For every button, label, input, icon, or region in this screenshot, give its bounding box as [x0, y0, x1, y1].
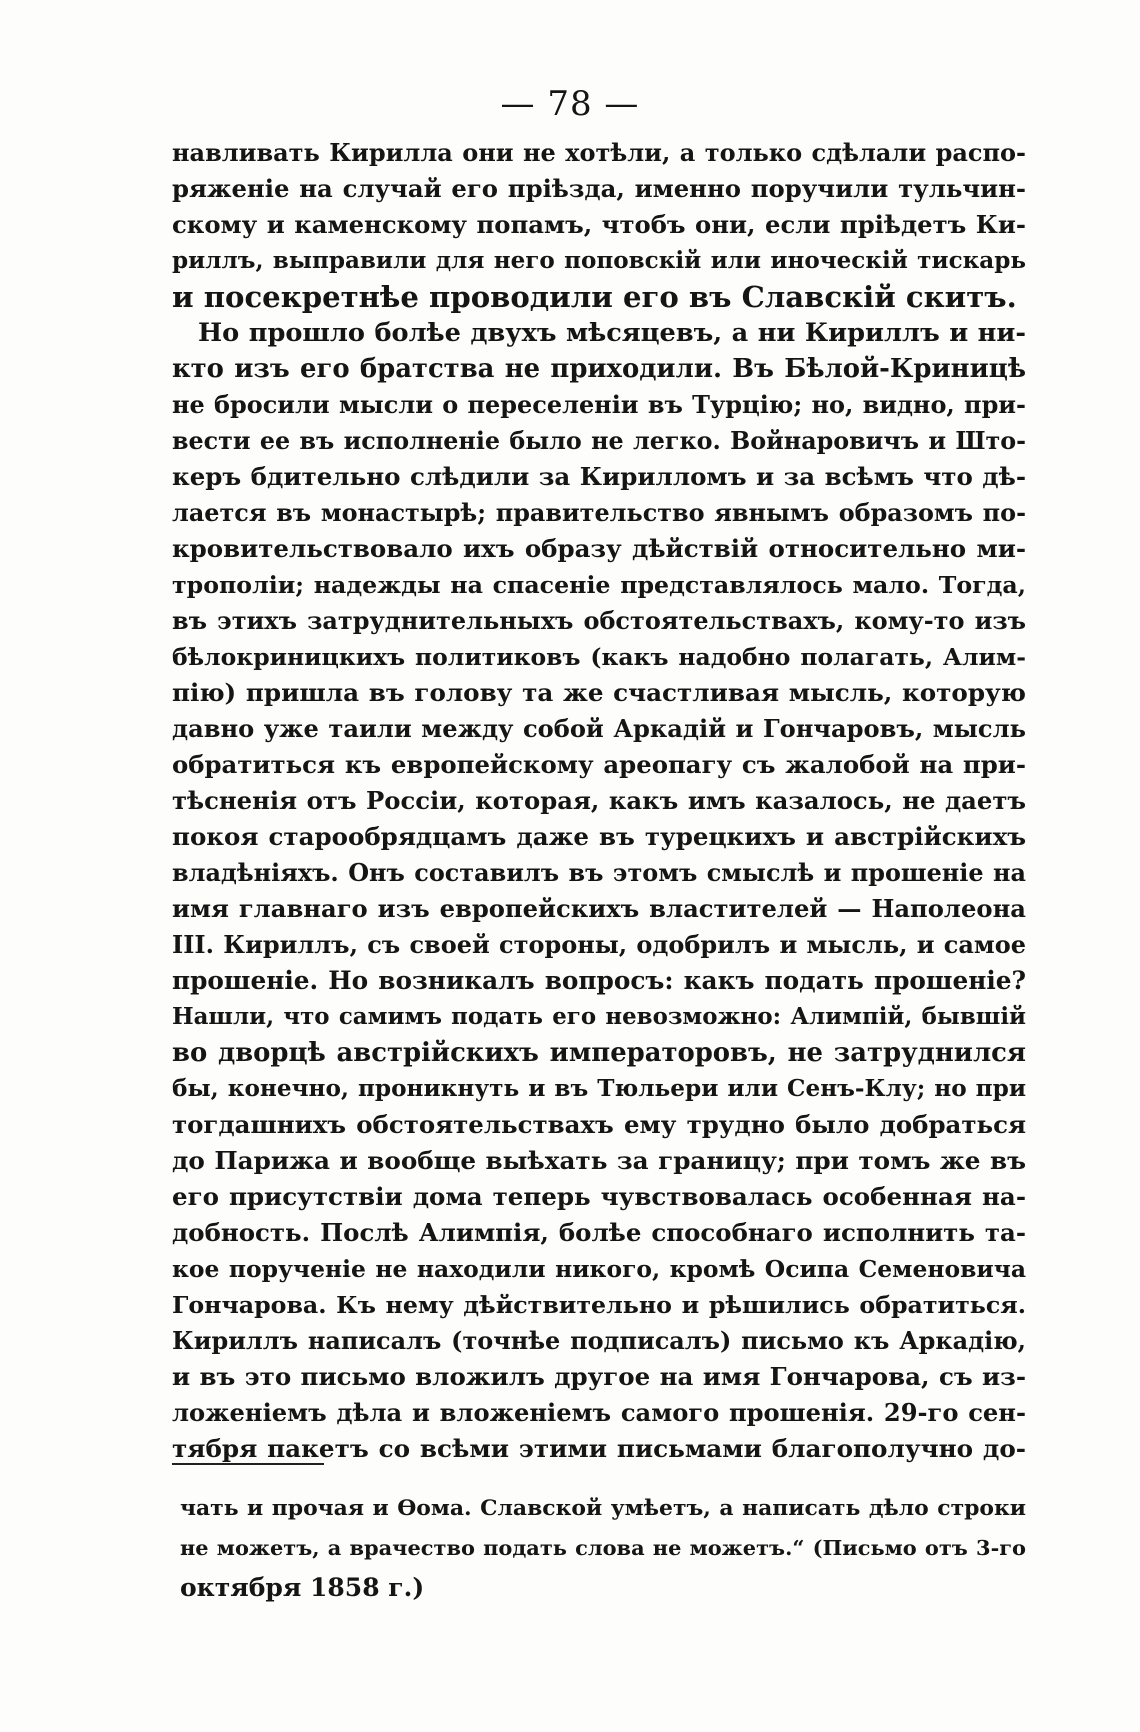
text-line: бы, конечно, проникнуть и въ Тюльери или Сенъ-Клу; но при: [172, 1075, 1026, 1102]
footnote-line: не можетъ, а врачество подать слова не можетъ.“ (Письмо отъ 3-го: [180, 1535, 1026, 1560]
text-line: риллъ, выправили для него поповскій или иноческій тискарь: [172, 247, 1026, 274]
text-line: его присутствіи дома теперь чувствовалась особенная на-: [172, 1182, 1026, 1211]
text-line: тября пакетъ со всѣми этими письмами благополучно до-: [172, 1434, 1026, 1463]
text-line: добность. Послѣ Алимпія, болѣе способнаго исполнить та-: [172, 1218, 1026, 1247]
text-line: Нашли, что самимъ подать его невозможно: Алимпій, бывшій: [172, 1004, 1026, 1030]
text-line: Гончарова. Къ нему дѣйствительно и рѣшились обратиться.: [172, 1291, 1026, 1319]
text-line: керъ бдительно слѣдили за Кирилломъ и за всѣмъ что дѣ-: [172, 462, 1026, 491]
text-line: ложеніемъ дѣла и вложеніемъ самого прошенія. 29-го сен-: [172, 1398, 1026, 1427]
text-line: и въ это письмо вложилъ другое на имя Гончарова, съ из-: [172, 1362, 1026, 1391]
text-line: ряженіе на случай его пріѣзда, именно поручили тульчин-: [172, 174, 1026, 203]
text-line: владѣніяхъ. Онъ составилъ въ этомъ смыслѣ и прошеніе на: [172, 859, 1026, 887]
text-line: лается въ монастырѣ; правительство явнымъ образомъ по-: [172, 499, 1026, 527]
text-line: имя главнаго изъ европейскихъ властителей — Наполеона: [172, 894, 1026, 923]
text-line: пію) пришла въ голову та же счастливая мысль, которую: [172, 678, 1026, 707]
text-line: покоя старообрядцамъ даже въ турецкихъ и австрійскихъ: [172, 822, 1026, 851]
text-line: до Парижа и вообще выѣхать за границу; при томъ же въ: [172, 1146, 1026, 1175]
text-line: въ этихъ затруднительныхъ обстоятельствахъ, кому-то изъ: [172, 607, 1026, 635]
text-line: и посекретнѣе проводили его въ Славскій скитъ.: [172, 280, 1017, 314]
text-line: тогдашнихъ обстоятельствахъ ему трудно было добраться: [172, 1110, 1026, 1139]
text-line: кое порученіе не находили никого, кромѣ Осипа Семеновича: [172, 1255, 1026, 1283]
text-line: тѣсненія отъ Россіи, которая, какъ имъ казалось, не даетъ: [172, 786, 1026, 815]
text-line: давно уже таили между собой Аркадій и Гончаровъ, мысль: [172, 714, 1026, 743]
text-line: обратиться къ европейскому ареопагу съ жалобой на при-: [172, 750, 1026, 779]
text-line: навливать Кирилла они не хотѣли, а только сдѣлали распо-: [172, 138, 1026, 167]
footnote-line: октября 1858 г.): [180, 1573, 425, 1602]
footnote-line: чать и прочая и Ѳома. Славской умѣетъ, а написать дѣло строки: [180, 1495, 1026, 1521]
body-text: [172, 135, 1026, 1467]
paragraph-2: [172, 315, 1026, 1467]
text-line: бѣлокриницкихъ политиковъ (какъ надобно полагать, Алим-: [172, 643, 1026, 671]
page-number: — 78 —: [500, 84, 640, 124]
footnote: [180, 1488, 1026, 1608]
text-line: кровительствовало ихъ образу дѣйствій относительно ми-: [172, 534, 1026, 563]
text-line: прошеніе. Но возникалъ вопросъ: какъ подать прошеніе?: [172, 966, 1026, 995]
text-line: вести ее въ исполненіе было не легко. Войнаровичъ и Што-: [172, 427, 1026, 455]
text-line: кто изъ его братства не приходили. Въ Бѣлой-Криницѣ: [172, 354, 1026, 384]
text-line: не бросили мысли о переселеніи въ Турцію; но, видно, при-: [172, 391, 1026, 419]
text-line: трополіи; надежды на спасеніе представлялось мало. Тогда,: [172, 571, 1026, 599]
footnote-divider: [172, 1463, 324, 1465]
text-line: скому и каменскому попамъ, чтобъ они, если пріѣдетъ Ки-: [172, 210, 1026, 239]
text-line: Но прошло болѣе двухъ мѣсяцевъ, а ни Кириллъ и ни-: [198, 318, 1026, 348]
text-line: во дворцѣ австрійскихъ императоровъ, не затруднился: [172, 1038, 1026, 1068]
text-line: III. Кириллъ, съ своей стороны, одобрилъ и мысль, и самое: [172, 930, 1026, 959]
paragraph-1: [172, 135, 1026, 315]
text-line: Кириллъ написалъ (точнѣе подписалъ) письмо къ Аркадію,: [172, 1327, 1026, 1355]
